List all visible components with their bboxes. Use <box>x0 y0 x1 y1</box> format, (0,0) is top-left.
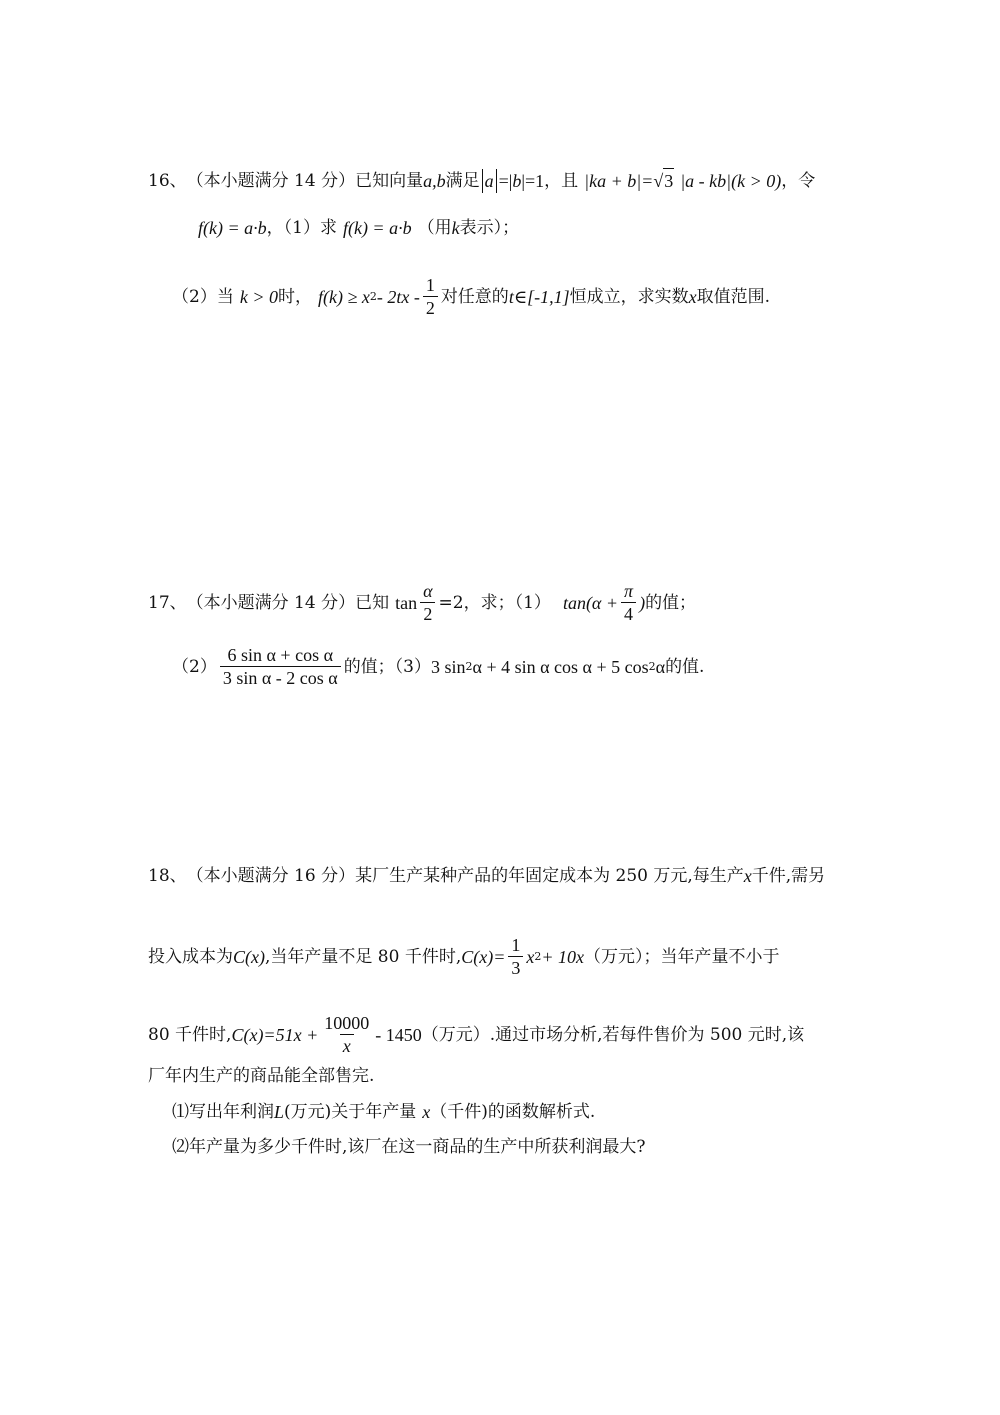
problem-17-line-2: （2） $\frac{\text{6 sin α + cos α}}{\text{3 sin α - 2 cos α}}$ 的值；（3） 3 sin 2 α + 4 sin α cos α + 5 cos 2 α 的值. <box>172 645 705 688</box>
cost-fn: C(x) <box>233 946 265 967</box>
problem-16-line-1: 16、 （本小题满分 14 分） 已知向量 a,b 满足 a =| b |=1 ，且 |ka + b|= √ 3 |a - kb| (k > 0) ，令 <box>148 168 860 193</box>
problem-16-text: 满足 <box>445 170 480 191</box>
problem-18-text: ,当年产量不足 80 千件时, <box>264 946 462 967</box>
var-x: x <box>422 1102 431 1122</box>
numerator: 10000 <box>324 1013 370 1033</box>
cost-fn: - 1450 <box>375 1024 422 1045</box>
var-x: x <box>526 946 535 967</box>
condition-lhs: |ka + b|= <box>584 170 654 191</box>
math-eq: |=1 <box>521 170 545 191</box>
denominator: 4 <box>621 602 636 625</box>
problem-17-text: 的值； <box>645 592 697 613</box>
problem-17-text: 已知 <box>355 592 390 613</box>
problem-18-score: （本小题满分 16 分） <box>186 866 356 886</box>
var-k: k <box>451 218 460 238</box>
problem-18-text: ⑴写出年利润 <box>172 1102 274 1122</box>
problem-17-text: 的值；（3） <box>343 656 432 677</box>
fraction-one-third <box>508 934 523 979</box>
problem-16-text: 时， <box>277 286 312 307</box>
abs-a: a <box>482 169 497 193</box>
inequality: f(k) ≥ x <box>317 286 370 307</box>
expr3: α <box>655 656 666 677</box>
problem-18-text: 厂年内生产的商品能全部售完. <box>148 1066 375 1086</box>
problem-16-text: ，（1）求 <box>266 218 337 238</box>
sqrt-3: 3 <box>663 168 674 193</box>
numerator: 6 sin α + cos α <box>227 645 334 665</box>
problem-16-text: ，令 <box>781 170 816 191</box>
vector-ab: a,b <box>423 170 446 191</box>
denominator: 2 <box>423 296 438 319</box>
numerator: 1 <box>425 275 435 295</box>
fk-def: f(k) = a·b <box>342 218 412 238</box>
problem-17-text: 的值. <box>665 656 705 677</box>
problem-16-text: 取值范围. <box>696 286 771 307</box>
problem-16-text: （用 <box>417 218 452 238</box>
cost-fn: + 10x <box>541 946 585 967</box>
problem-16-line-3: （2）当 k > 0 时， f(k) ≥ x 2 - 2tx - $\frac{1}{2}$ 对任意的 t∈[-1,1] 恒成立，求实数 x 取值范围. <box>172 275 771 318</box>
fraction-10000-x <box>321 1012 372 1057</box>
fraction-one-half <box>423 274 438 319</box>
tan-shift: tan(α + <box>562 592 619 613</box>
denominator: x <box>340 1034 354 1057</box>
condition-rhs: |a - kb| <box>680 170 732 191</box>
cost-fn: C(x)= <box>461 946 506 967</box>
problem-16-text: 表示）； <box>459 218 520 238</box>
numerator: 1 <box>511 935 521 955</box>
problem-17-text: =2，求；（1） <box>438 592 551 613</box>
problem-18-text: （万元）.通过市场分析,若每件售价为 500 元时,该 <box>421 1024 805 1045</box>
numerator: π <box>624 581 634 601</box>
inequality: - 2tx - <box>376 286 420 307</box>
fraction-trig-ratio <box>220 644 341 689</box>
denominator: 2 <box>420 602 435 625</box>
problem-18-text: （万元）；当年产量不小于 <box>584 946 780 967</box>
expr3: 3 sin <box>431 656 466 677</box>
var-L: L <box>274 1102 285 1122</box>
problem-18-text: ⑵年产量为多少千件时,该厂在这一商品的生产中所获利润最大? <box>172 1137 646 1157</box>
problem-17-line-1 <box>148 580 860 625</box>
problem-18-line-4 <box>148 1064 860 1088</box>
problem-16-text: （2）当 <box>172 286 234 307</box>
problem-16-text: ，且 <box>544 170 579 191</box>
problem-16-score: （本小题满分 14 分） <box>186 170 356 191</box>
problem-18-text: 投入成本为 <box>148 946 233 967</box>
fk-def: f(k) = a·b <box>198 218 267 238</box>
problem-18-text: 某厂生产某种产品的年固定成本为 250 万元,每生产 <box>355 866 744 886</box>
expr3: α + 4 sin α cos α + 5 cos <box>472 656 649 677</box>
problem-16-text: 已知向量 <box>355 170 424 191</box>
var-x: x <box>743 866 752 886</box>
problem-18-text: 千件,需另 <box>751 866 826 886</box>
condition-k: (k > 0) <box>731 170 782 191</box>
problem-18-text: 80 千件时, <box>148 1024 232 1045</box>
problem-16-line-2 <box>198 216 860 240</box>
problem-18-line-3 <box>148 1012 860 1057</box>
numerator: α <box>423 581 433 601</box>
problem-18-line-1 <box>148 864 860 888</box>
problem-18-text: （千件)的函数解析式. <box>430 1102 596 1122</box>
var-x: x <box>688 286 697 307</box>
cost-fn: C(x)=51x + <box>231 1024 319 1045</box>
problem-17-score: （本小题满分 14 分） <box>186 592 356 613</box>
problem-17-number: 17、 <box>148 592 187 613</box>
problem-16-text: 恒成立，求实数 <box>569 286 689 307</box>
problem-17-text: （2） <box>172 656 217 677</box>
problem-16-number: 16、 <box>148 170 187 191</box>
paren: ) <box>639 592 646 613</box>
k-gt-0: k > 0 <box>239 286 278 307</box>
problem-18-text: (万元)关于年产量 <box>284 1102 417 1122</box>
problem-18-line-2: 投入成本为 C(x) ,当年产量不足 80 千件时, C(x)= $\frac{1}{3}$ x 2 + 10x （万元）；当年产量不小于 <box>148 935 780 978</box>
fraction-alpha-half <box>420 580 435 625</box>
problem-18-number: 18、 <box>148 866 187 886</box>
problem-18-q2 <box>172 1135 860 1159</box>
fraction-pi-quarter <box>621 580 636 625</box>
t-range: t∈[-1,1] <box>508 286 570 307</box>
denominator: 3 sin α - 2 cos α <box>220 666 341 689</box>
problem-18-q1 <box>172 1100 860 1124</box>
problem-16-text: 对任意的 <box>440 286 509 307</box>
tan: tan <box>395 592 418 613</box>
math-b: b <box>512 170 522 191</box>
math-eq: =| <box>498 170 513 191</box>
denominator: 3 <box>508 956 523 979</box>
